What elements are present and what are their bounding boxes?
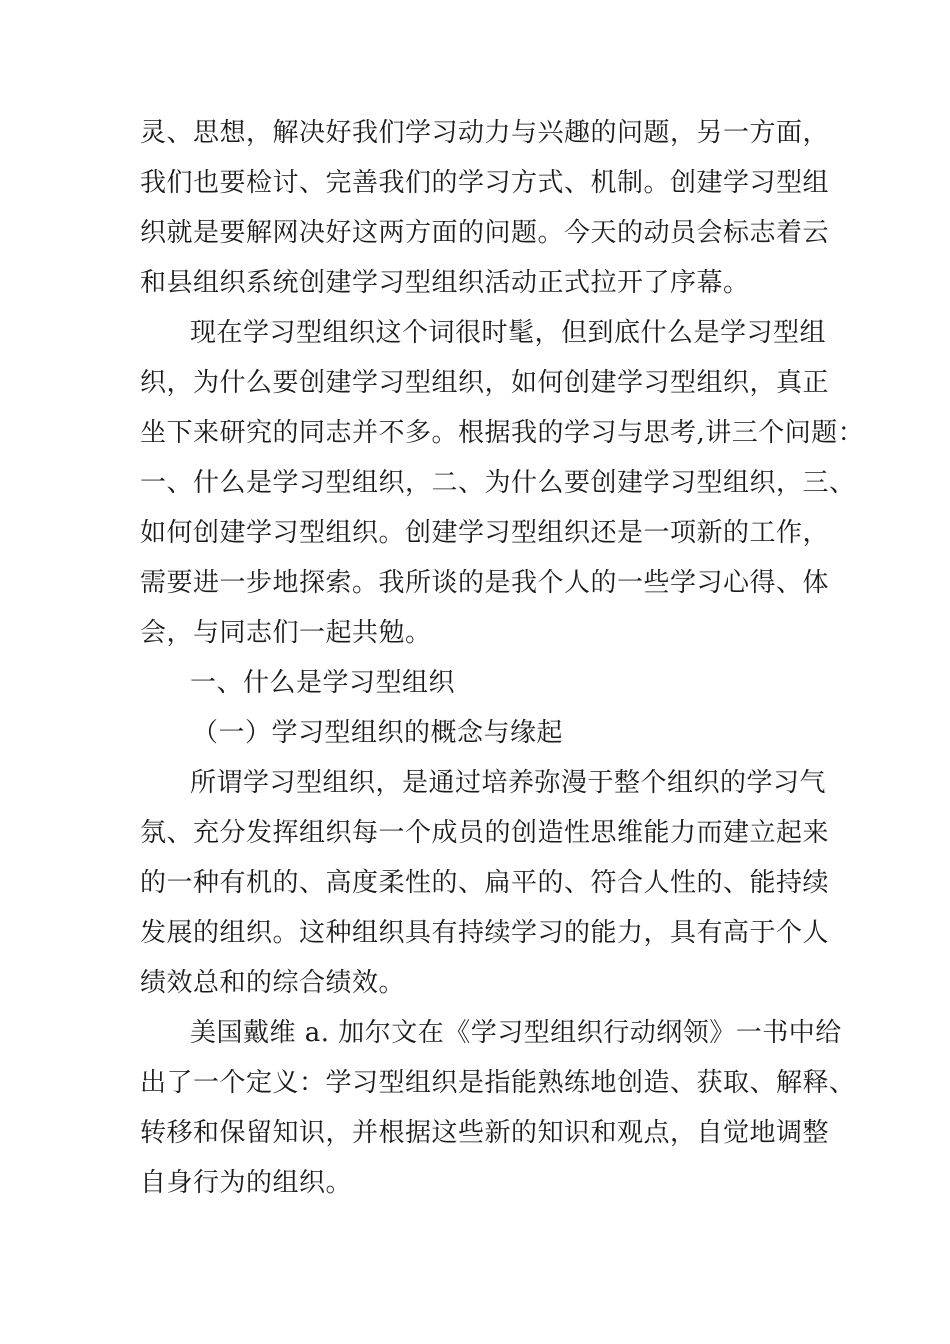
- text-line: 氛、充分发挥组织每一个成员的创造性思维能力而建立起来: [140, 818, 830, 848]
- text-line: 需要进一步地探索。我所谈的是我个人的一些学习心得、体: [140, 568, 830, 598]
- text-line: 和县组织系统创建学习型组织活动正式拉开了序幕。: [140, 268, 750, 298]
- subsection-heading: （一）学习型组织的概念与缘起: [192, 718, 564, 748]
- text-line: 灵、思想，解决好我们学习动力与兴趣的问题，另一方面，: [140, 118, 830, 148]
- text-line: 发展的组织。这种组织具有持续学习的能力，具有高于个人: [140, 918, 830, 948]
- text-line: 出了一个定义：学习型组织是指能熟练地创造、获取、解释、: [140, 1068, 856, 1098]
- text-line: 自身行为的组织。: [140, 1168, 353, 1198]
- text-line: 绩效总和的综合绩效。: [140, 968, 406, 998]
- text-line: 一、什么是学习型组织，二、为什么要创建学习型组织，三、: [140, 468, 856, 498]
- paragraph-first-line: 现在学习型组织这个词很时髦，但到底什么是学习型组: [190, 318, 827, 348]
- section-heading: 一、什么是学习型组织: [190, 668, 456, 698]
- text-line: 我们也要检讨、完善我们的学习方式、机制。创建学习型组: [140, 168, 830, 198]
- text-line: 织，为什么要创建学习型组织，如何创建学习型组织，真正: [140, 368, 830, 398]
- text-line: 转移和保留知识，并根据这些新的知识和观点，自觉地调整: [140, 1118, 830, 1148]
- text-line: 会，与同志们一起共勉。: [140, 618, 432, 648]
- text-line: 坐下来研究的同志并不多。根据我的学习与思考,讲三个问题：: [140, 418, 865, 448]
- paragraph-first-line: 所谓学习型组织，是通过培养弥漫于整个组织的学习气: [190, 768, 827, 798]
- text-line: 织就是要解网决好这两方面的问题。今天的动员会标志着云: [140, 218, 830, 248]
- paragraph-first-line: 美国戴维 a. 加尔文在《学习型组织行动纲领》一书中给: [190, 1018, 842, 1048]
- text-line: 的一种有机的、高度柔性的、扁平的、符合人性的、能持续: [140, 868, 830, 898]
- text-line: 如何创建学习型组织。创建学习型组织还是一项新的工作，: [140, 518, 830, 548]
